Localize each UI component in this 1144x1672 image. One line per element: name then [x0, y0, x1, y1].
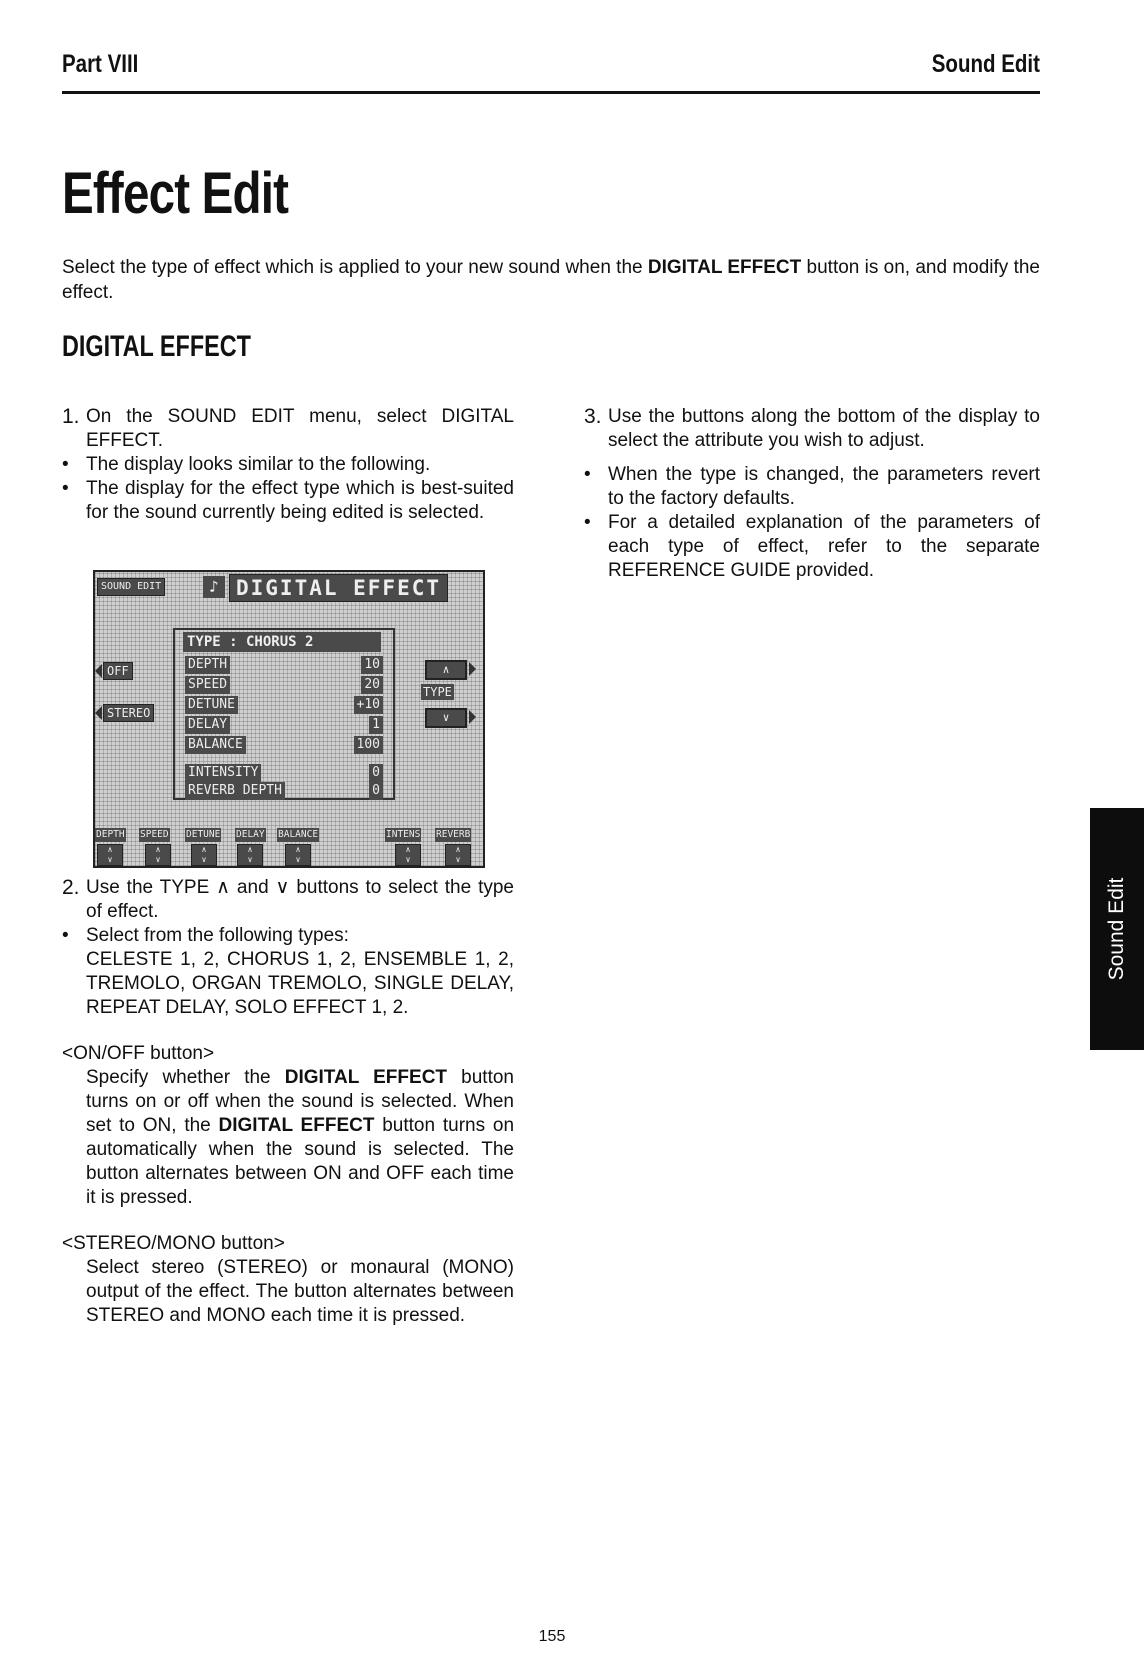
lcd-onoff-button: OFF [103, 662, 133, 680]
lcd-detune-updown-button: ∧ ∨ [191, 844, 217, 866]
lcd-type-down-button: ∨ [425, 708, 467, 728]
step-number: 2. [62, 876, 80, 899]
step-number: 1. [62, 405, 80, 428]
lcd-label-reverb: REVERB [436, 829, 471, 840]
step-3 [584, 405, 1040, 453]
lcd-reverb-updown-button: ∧ ∨ [445, 844, 471, 866]
lcd-type-row: TYPE : CHORUS 2 [183, 632, 381, 652]
lcd-label-intens: INTENS [386, 829, 421, 840]
onoff-description: Specify whether the DIGITAL EFFECT button turns on or off when the sound is selected. When set to ON, the DIGITAL EFFECT button turns on automatically when the sound is selected. The button alternates between ON and OFF each time it is pressed. [86, 1067, 515, 1208]
effect-types-list: CELESTE 1, 2, CHORUS 1, 2, ENSEMBLE 1, 2, TREMOLO, ORGAN TREMOLO, SINGLE DELAY, REPEAT DELAY, SOLO EFFECT 1, 2. [86, 949, 514, 1018]
lcd-delay-updown-button: ∧ ∨ [237, 844, 263, 866]
lcd-param-balance: BALANCE 100 [185, 736, 385, 754]
lcd-type-label: TYPE [423, 685, 452, 699]
step-text: On the SOUND EDIT menu, select DIGITAL EFFECT. [86, 406, 514, 451]
lcd-title: DIGITAL EFFECT [229, 574, 448, 602]
music-note-icon: ♪ [203, 576, 225, 598]
lcd-balance-updown-button: ∧ ∨ [285, 844, 311, 866]
lcd-bottom-buttons [95, 844, 485, 866]
page-title: Effect Edit [62, 161, 289, 226]
header-part: Part VIII [62, 50, 139, 78]
bullet: • When the type is changed, the parameters revert to the factory defaults. [584, 463, 1040, 511]
bullet: • For a detailed explanation of the parameters of each type of effect, refer to the separate REFERENCE GUIDE provided. [584, 511, 1040, 583]
lcd-depth-updown-button: ∧ ∨ [97, 844, 123, 866]
header-rule [62, 91, 1040, 94]
lcd-param-depth: DEPTH 10 [185, 656, 385, 674]
lcd-param-detune: DETUNE +10 [185, 696, 385, 714]
step-1 [62, 405, 514, 453]
intro-paragraph: Select the type of effect which is applied to your new sound when the DIGITAL EFFECT button is on, and modify the effect. [62, 257, 1040, 303]
right-arrow-icon [469, 662, 476, 676]
onoff-heading: <ON/OFF button> [62, 1043, 215, 1064]
bullet: • The display for the effect type which is best-suited for the sound currently being edited is selected. [62, 477, 514, 525]
bullet: • The display looks similar to the following. [62, 453, 514, 477]
lcd-param-delay: DELAY 1 [185, 716, 385, 734]
right-arrow-icon [469, 710, 476, 724]
left-arrow-icon [95, 706, 102, 720]
lcd-type-up-button: ∧ [425, 660, 467, 680]
lcd-speed-updown-button: ∧ ∨ [145, 844, 171, 866]
lcd-param-reverb-depth: REVERB DEPTH 0 [185, 782, 385, 800]
lcd-param-intensity: INTENSITY 0 [185, 764, 385, 782]
side-tab-label: Sound Edit [1105, 877, 1128, 981]
lcd-param-speed: SPEED 20 [185, 676, 385, 694]
lcd-label-detune: DETUNE [186, 829, 221, 840]
lcd-label-balance: BALANCE [278, 829, 319, 840]
step-text: Use the buttons along the bottom of the display to select the attribute you wish to adjust. [608, 406, 1040, 451]
lcd-bottom-labels [95, 828, 485, 842]
stereo-description: Select stereo (STEREO) or monaural (MONO) output of the effect. The button alternates between STEREO and MONO each time it is pressed. [86, 1257, 514, 1326]
step-text: Use the TYPE ∧ and ∨ buttons to select the type of effect. [86, 877, 514, 922]
lcd-intens-updown-button: ∧ ∨ [395, 844, 421, 866]
header-section: Sound Edit [931, 50, 1040, 78]
lcd-label-delay: DELAY [236, 829, 265, 840]
bullet: • Select from the following types: [62, 924, 514, 948]
page-number: 155 [538, 1628, 566, 1645]
lcd-label-speed: SPEED [140, 829, 169, 840]
step-number: 3. [584, 405, 602, 428]
lcd-stereo-button: STEREO [103, 704, 154, 722]
section-title: DIGITAL EFFECT [62, 330, 251, 363]
stereo-heading: <STEREO/MONO button> [62, 1233, 285, 1254]
left-arrow-icon [95, 664, 102, 678]
lcd-label-depth: DEPTH [96, 829, 125, 840]
lcd-display [93, 570, 485, 868]
lcd-sound-edit-label: SOUND EDIT [97, 578, 165, 596]
right-column [584, 405, 1040, 583]
step-2 [62, 876, 514, 924]
